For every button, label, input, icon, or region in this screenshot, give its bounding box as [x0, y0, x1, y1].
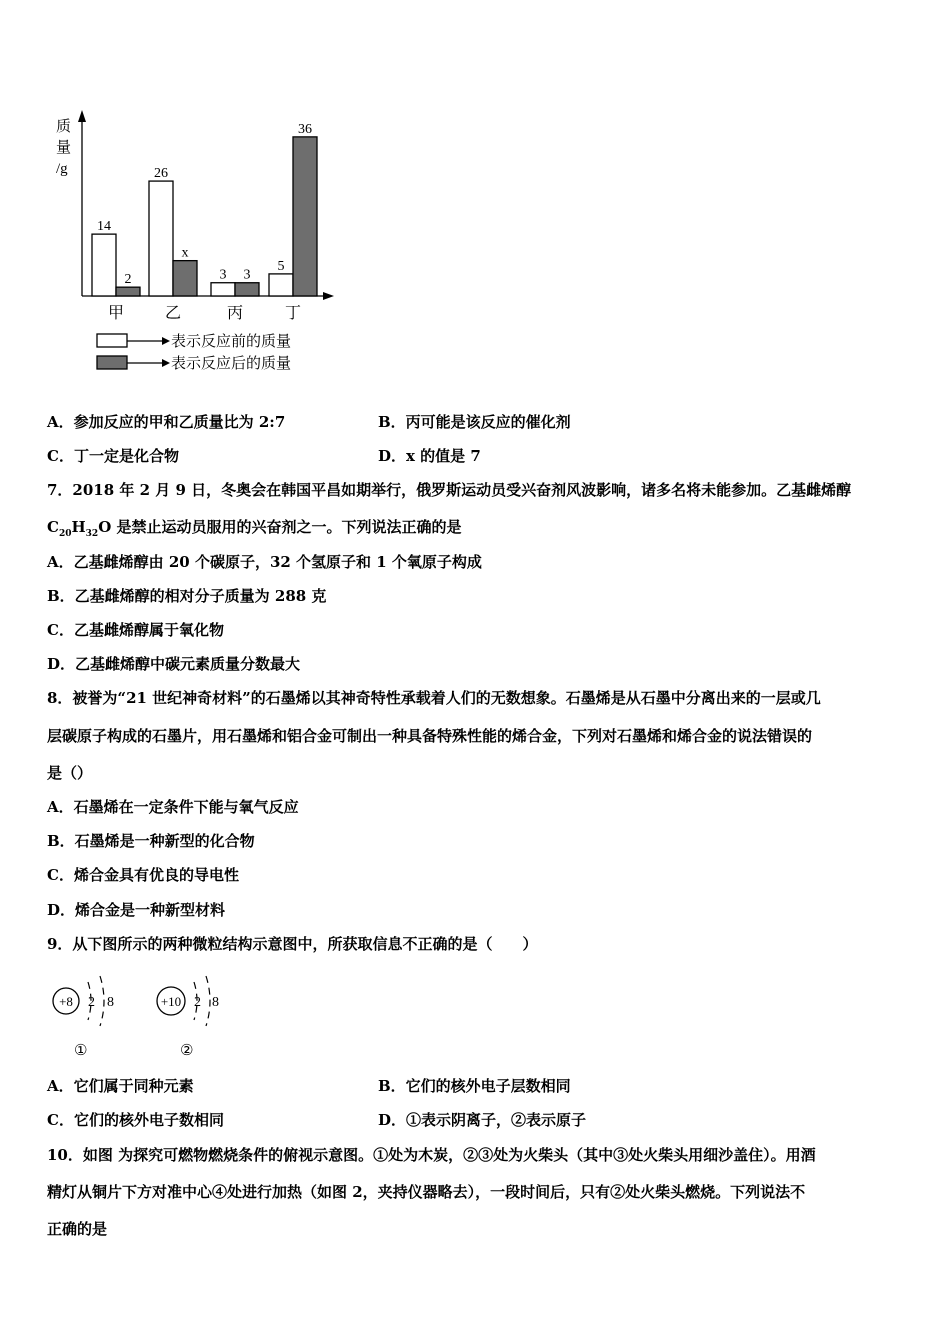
particle-2-label: ② [180, 1041, 194, 1059]
q8-stem-line2: 层碳原子构成的石墨片，用石墨烯和铝合金可制出一种具备特殊性能的烯合金，下列对石墨烯和烯合金的说法错误的 [47, 727, 813, 745]
data-label-before-4: 5 [277, 258, 285, 274]
data-label-after-3: 3 [243, 267, 251, 283]
legend-label-after: 表示反应后的质量 [171, 354, 292, 372]
q6-option-b[interactable]: B．丙可能是该反应的催化剂 [378, 413, 571, 431]
particle-1-shell-1-electrons: 2 [88, 995, 95, 1010]
particle-1-label: ① [74, 1041, 88, 1059]
q9-option-b[interactable]: B．它们的核外电子层数相同 [378, 1077, 571, 1095]
q10-stem-line2: 精灯从铜片下方对准中心④处进行加热（如图 2，夹持仪器略去），一段时间后，只有②处火柴头燃烧。下列说法不 [47, 1183, 806, 1201]
q7-option-a[interactable]: A．乙基雌烯醇由 20 个碳原子，32 个氢原子和 1 个氧原子构成 [47, 553, 482, 571]
y-axis-label-2: 量 [56, 140, 72, 156]
category-label-1: 甲 [107, 303, 125, 322]
legend-label-before: 表示反应前的质量 [171, 332, 292, 350]
particle-2-shell-2-electrons: 8 [212, 995, 219, 1010]
legend-arrowhead-after [162, 359, 170, 367]
chart-legend [96, 330, 336, 376]
q7-option-d[interactable]: D．乙基雌烯醇中碳元素质量分数最大 [47, 655, 301, 673]
bar-after-4 [293, 137, 317, 296]
particle-2-diagram [157, 976, 219, 1059]
bar-before-1 [92, 234, 116, 296]
q8-option-a[interactable]: A．石墨烯在一定条件下能与氧气反应 [47, 798, 299, 816]
q7-option-b[interactable]: B．乙基雌烯醇的相对分子质量为 288 克 [47, 587, 327, 605]
q8-option-c[interactable]: C．烯合金具有优良的导电性 [47, 866, 239, 884]
q8-option-b[interactable]: B．石墨烯是一种新型的化合物 [47, 832, 255, 850]
q9-option-c[interactable]: C．它们的核外电子数相同 [47, 1111, 224, 1129]
mass-bar-chart [40, 100, 350, 330]
q10-stem-line1: 10．如图 为探究可燃物燃烧条件的俯视示意图。①处为木炭，②③处为火柴头（其中③处火柴头用细沙盖住）。用酒 [47, 1146, 816, 1164]
q8-stem-line1: 8．被誉为“21 世纪神奇材料”的石墨烯以其神奇特性承载着人们的无数想象。石墨烯是从石墨中分离出来的一层或几 [47, 689, 821, 707]
data-label-before-1: 14 [97, 219, 111, 235]
formula-carbon-count: 20 [58, 529, 72, 539]
particle-1-shell-2 [100, 976, 104, 1026]
q7-stem-line2 [47, 516, 462, 539]
data-label-after-4: 36 [298, 121, 312, 137]
formula-hydrogen: H [71, 518, 86, 536]
category-label-4: 丁 [284, 303, 302, 322]
formula-oxygen: O [98, 518, 112, 536]
bar-after-3 [235, 283, 259, 296]
data-label-after-1: 2 [124, 272, 132, 288]
data-label-before-3: 3 [219, 267, 227, 283]
particle-1-nucleus: +8 [59, 994, 73, 1009]
legend-swatch-after [97, 356, 127, 369]
formula-carbon: C [47, 518, 59, 536]
formula-hydrogen-count: 32 [85, 529, 99, 539]
particle-1-shell-2-electrons: 8 [107, 995, 114, 1010]
data-label-before-2: 26 [154, 166, 168, 182]
bar-before-4 [269, 274, 293, 296]
particle-diagrams [44, 968, 244, 1063]
y-axis-arrow [78, 110, 86, 122]
legend-swatch-before [97, 334, 127, 347]
q6-option-a[interactable]: A．参加反应的甲和乙质量比为 2:7 [47, 413, 286, 431]
q8-option-d[interactable]: D．烯合金是一种新型材料 [47, 901, 226, 919]
legend-arrowhead-before [162, 337, 170, 345]
bar-before-2 [149, 181, 173, 296]
y-axis-label-3: /g [56, 161, 68, 177]
q7-stem-rest: 是禁止运动员服用的兴奋剂之一。下列说法正确的是 [111, 518, 462, 536]
particle-2-nucleus: +10 [160, 994, 182, 1009]
bar-after-1 [116, 287, 140, 296]
q6-option-c[interactable]: C．丁一定是化合物 [47, 447, 179, 465]
q9-stem: 9．从下图所示的两种微粒结构示意图中，所获取信息不正确的是（ ） [47, 935, 538, 953]
q10-stem-line3: 正确的是 [47, 1220, 108, 1238]
q6-option-d[interactable]: D．x 的值是 7 [378, 447, 481, 465]
particle-2-shell-1-electrons: 2 [194, 995, 201, 1010]
particle-2-shell-2 [206, 976, 210, 1026]
bar-before-3 [211, 283, 235, 296]
q8-stem-line3: 是（） [47, 764, 93, 782]
x-axis-arrow [323, 292, 334, 300]
particle-1-diagram [53, 976, 114, 1059]
data-label-after-2: x [181, 245, 189, 261]
category-label-2: 乙 [164, 303, 182, 322]
legend-swatches [96, 330, 171, 376]
category-label-3: 丙 [226, 303, 244, 322]
y-axis-label-1: 质 [56, 119, 72, 135]
q9-option-d[interactable]: D．①表示阴离子，②表示原子 [378, 1111, 587, 1129]
q7-option-c[interactable]: C．乙基雌烯醇属于氧化物 [47, 621, 224, 639]
q7-stem-line1: 7．2018 年 2 月 9 日，冬奥会在韩国平昌如期举行，俄罗斯运动员受兴奋剂风波影响，诸多名将未能参加。乙基雌烯醇 [47, 481, 852, 499]
q9-option-a[interactable]: A．它们属于同种元素 [47, 1077, 194, 1095]
bar-after-2 [173, 261, 197, 296]
